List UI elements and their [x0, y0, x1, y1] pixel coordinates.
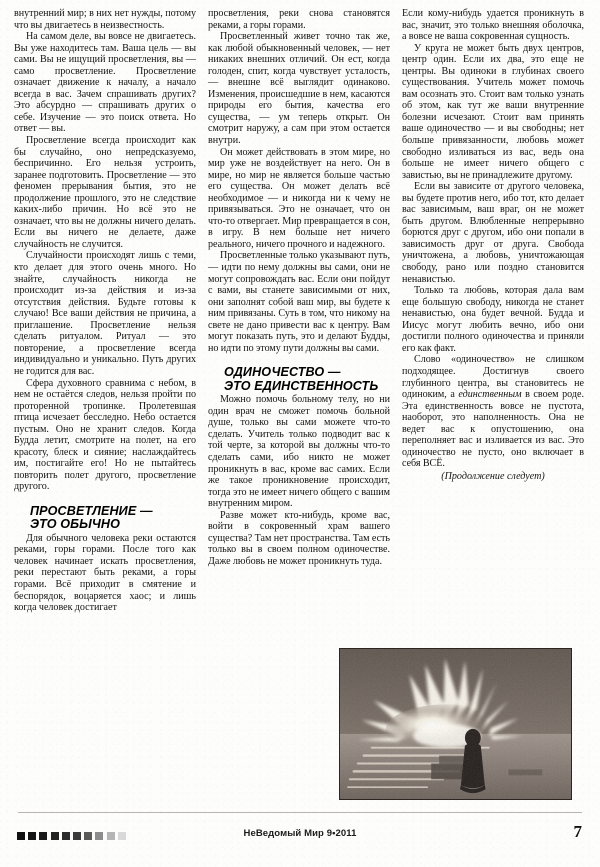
heading-line-1: ПРОСВЕТЛЕНИЕ —	[30, 503, 153, 518]
paragraph: Разве может кто-нибудь, кроме вас, войти в сокровенный храм вашего существа? Там нет пространства. Там есть только вы в своем полном одиночестве. Даже любовь не может проникнуть туда.	[208, 509, 390, 567]
paragraph: Если вы зависите от другого человека, вы будете против него, ибо тот, кто делает вас зависимым, ваш враг, он не может быть другом. Влюбленные непрерывно борются друг с другом, ибо они попали в зависимость друг от друга. Свобода уничтожена, а любовь, уничтожающая свободу, рано или поздно становится ненавистью.	[402, 181, 584, 285]
paragraph: Он может действовать в этом мире, но мир уже не воздействует на него. Он в мире, но мир не является больше частью его существа. Он может делать всё необходимое — и никогда ни к чему не привязываться. Это не означает, что он что-то отвергает. Мир превращается в сон, в игру. В нем больше нет ничего реального, ничего прочного и надежного.	[208, 146, 390, 250]
to-be-continued-note: (Продолжение следует)	[441, 470, 545, 482]
paragraph: Для обычного человека реки остаются реками, горы горами. После того как человек начинает искать просветления, реки перестают быть реками, а горы горами. Всё приходит в смятение и беспорядок, воцаряется хаос; и лишь когда человек достигает	[14, 532, 196, 614]
paragraph-with-emphasis	[402, 354, 584, 469]
paragraph: просветления, реки снова становятся реками, а горы горами.	[208, 8, 390, 31]
heading-line-2: ЭТО ЕДИНСТВЕННОСТЬ	[224, 378, 379, 393]
heading-line-1: ОДИНОЧЕСТВО —	[224, 365, 341, 380]
paragraph: внутренний мир; в них нет нужды, потому что вы двигаетесь в неизвестность.	[14, 8, 196, 31]
emphasised-term: единственным	[458, 389, 522, 401]
paragraph: Если кому-нибудь удается проникнуть в вас, значит, это только внешняя оболочка, а вовсе не ваша сокровенная сущность.	[402, 8, 584, 43]
paragraph: Можно помочь больному телу, но ни один врач не сможет помочь больной душе, только вы сами можете что-то сделать. Учитель только подводит вас к той черте, за которой вы должны что-то сделать сами, ибо никто не может проникнуть в вас, кроме вас самих. Если же такое проникновение происходит, тогда это не имеет ничего общего с вашим внутренним миром.	[208, 394, 390, 510]
illustration-figure	[339, 648, 572, 800]
paragraph: Просветление всегда происходит как бы случайно, оно непредсказуемо, беспричинно. Его нельзя устроить, заранее подготовить. Просветление — это феномен прерывания бытия, это не продолжение прошлого, это не следствие каких-либо причин. Но всё это не означает, что вы не должны ничего делать. Если вы ничего не делаете, даже случайность не случится.	[14, 135, 196, 250]
paragraph: Сфера духовного сравнима с небом, в нем не остаётся следов, нельзя пройти по проторенной тропинке. Пролетевшая птица исчезает бесследно. Небо остается пустым. Оно не хранит следов. Когда Будда летит, смотрите на полет, на его красоту, блеск и сияние; наслаждайтесь им, постигайте его! Но не пытайтесь повторить полет другого, просветление другого.	[14, 377, 196, 493]
page-number: 7	[573, 822, 582, 841]
paragraph: У круга не может быть двух центров, центр один. Если их два, это еще не центры. Вы одиноки в глубинах своего существования. Учитель может помочь вам осознать это. Стоит вам только узнать об этом, как тут же ваши внутренние болезни исчезают. Стоит вам принять ваше одиночество — и вы свободны; нет больше привязанности, любовь может свободно изливаться из вас, ведь она больше не имеет ничего общего с завистью, вы не принадлежите другому.	[402, 42, 584, 181]
paragraph: Просветленные только указывают путь, — идти по нему должны вы сами, они не могут сопровождать вас. Если они пойдут с вами, вы станете зависимыми от них, они заполнят собой ваш мир, вы будете к ним привязаны. Суть в том, что никому на свете не дано привести вас к центру. Вам могут показать путь, это и делают Будды, но идти по этому пути должны вы сами.	[208, 250, 390, 354]
paragraph: Только та любовь, которая дала вам еще большую свободу, никогда не станет ненавистью, она будет вечной. Будда и Иисус могут любить вечно, ибо они достигли полного одиночества и приняли его как факт.	[402, 285, 584, 354]
glowing-lotus-over-water-illustration	[339, 648, 572, 800]
page-footer	[0, 812, 600, 867]
publication-masthead: НеВедомый Мир 9•2011	[243, 828, 357, 839]
paragraph: Просветленный живет точно так же, как любой обыкновенный человек, — нет никаких внешних отличий. Он ест, когда голоден, спит, когда чувствует усталость, — внешне всё выглядит одинаково. Изменения, происшедшие в нем, касаются природы его бытия, качества его существа, — ум теперь открыт. Он смотрит наружу, а сам при этом остается внутри.	[208, 31, 390, 147]
heading-line-2: ЭТО ОБЫЧНО	[30, 517, 120, 532]
section-heading-odinochestvo	[208, 366, 390, 393]
column-1	[14, 8, 196, 808]
paragraph: Случайности происходят лишь с теми, кто делает для этого очень много. Но знайте, случайность никогда не происходит из-за действия и из-за отсутствия действия. Будьте готовы к случаю! Все ваши действия не причина, а приглашение. Просветление нельзя сделать ритуалом. Ритуал — это повторение, а просветление всегда индивидуально и уникально. Путь других не годится для вас.	[14, 250, 196, 377]
text-before-emphasis: Слово «одиночество» не слишком подходящее. Достигнув своего глубинного центра, вы становитесь не одиноким, а	[402, 354, 584, 401]
text-after-emphasis: в своем роде. Эта единственность вовсе не пустота, наоборот, это наполненность. Она не ведет вас к опустошению, она переполняет вас и изливается из вас. Это одиночество не пусто, оно включает в себя ВСЁ.	[402, 389, 584, 470]
paragraph: На самом деле, вы вовсе не двигаетесь. Вы уже находитесь там. Ваша цель — вы сами. Вы не ищущий просветления, вы — само просветление. Просветление означает движение к началу, а начало всегда в вас. Зачем спрашивать других? Это абсурдно — спрашивать других о себе. Изучение — это поиск ответа. Но ответ — вы.	[14, 31, 196, 135]
footer-divider	[18, 812, 582, 813]
section-heading-prosvetlenie	[14, 505, 196, 532]
